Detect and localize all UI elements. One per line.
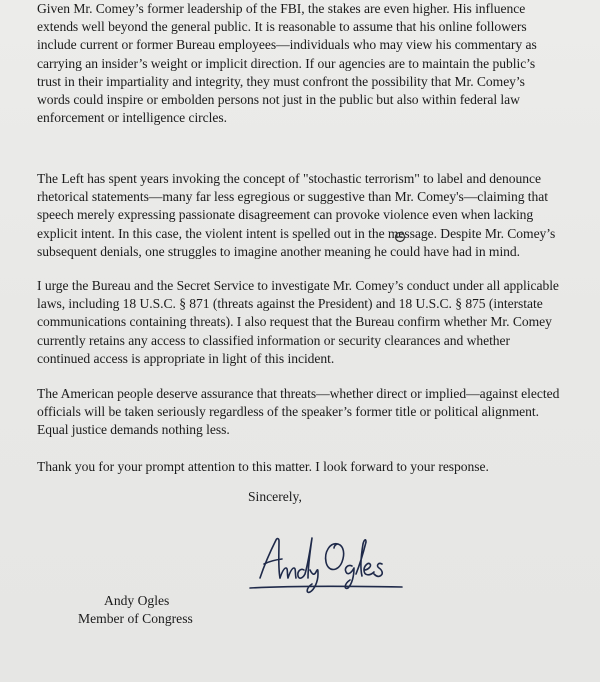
paragraph-stochastic-terrorism — [37, 170, 587, 261]
paragraph-fbi-influence — [37, 0, 587, 127]
text-line: The Left has spent years invoking the concept of "stochastic terrorism" to label and denounce — [37, 171, 541, 186]
text-line: rhetorical statements—many far less egregious or suggestive than Mr. Comey's—claiming that — [37, 189, 548, 205]
text-line: include current or former Bureau employees—individuals who may view his commentary as — [37, 37, 537, 53]
text-line: Given Mr. Comey’s former leadership of the FBI, the stakes are even higher. His influence — [37, 1, 526, 16]
cursor-icon — [394, 231, 406, 243]
text-line: Thank you for your prompt attention to this matter. I look forward to your response. — [37, 459, 489, 474]
signer-title: Member of Congress — [78, 611, 193, 626]
text-line: speech merely expressing passionate disagreement can provoke violence even when lacking — [37, 207, 534, 223]
signer-name: Andy Ogles — [104, 593, 170, 608]
closing-salutation: Sincerely, — [248, 489, 302, 504]
text-line: officials will be taken seriously regardless of the speaker’s former title or political alignment. — [37, 404, 539, 420]
text-line: currently retains any access to classified information or security clearances and whether — [37, 332, 511, 348]
text-line: laws, including 18 U.S.C. § 871 (threats against the President) and 18 U.S.C. § 875 (interstate — [37, 296, 543, 312]
text-line: I urge the Bureau and the Secret Service to investigate Mr. Comey’s conduct under all applicable — [37, 278, 559, 293]
text-line: subsequent denials, one struggles to imagine another meaning he could have had in mind. — [37, 243, 521, 259]
text-line: trust in their impartiality and integrity, they must confront the possibility that Mr. Comey’s — [37, 73, 525, 89]
text-line: communications containing threats). I also request that the Bureau confirm whether Mr. Comey — [37, 314, 552, 330]
text-line: explicit intent. In this case, the violent intent is spelled out in the message. Despite Mr. Comey’s — [37, 225, 556, 241]
text-line: enforcement or intelligence circles. — [37, 110, 227, 126]
handwritten-signature — [246, 526, 406, 596]
text-line: continued access is appropriate in light of this incident. — [37, 350, 335, 366]
text-line: extends well beyond the general public. It is reasonable to assume that his online followers — [37, 19, 527, 35]
text-line: Equal justice demands nothing less. — [37, 422, 230, 438]
text-line: words could inspire or embolden persons not just in the public but also within federal law — [37, 92, 520, 108]
text-line: The American people deserve assurance that threats—whether direct or implied—against elected — [37, 386, 560, 401]
text-line: carrying an insider’s weight or implicit direction. If our agencies are to maintain the public’s — [37, 55, 536, 71]
paragraph-investigation-request — [37, 277, 587, 368]
paragraph-thank-you — [37, 458, 587, 476]
paragraph-equal-justice — [37, 385, 587, 440]
